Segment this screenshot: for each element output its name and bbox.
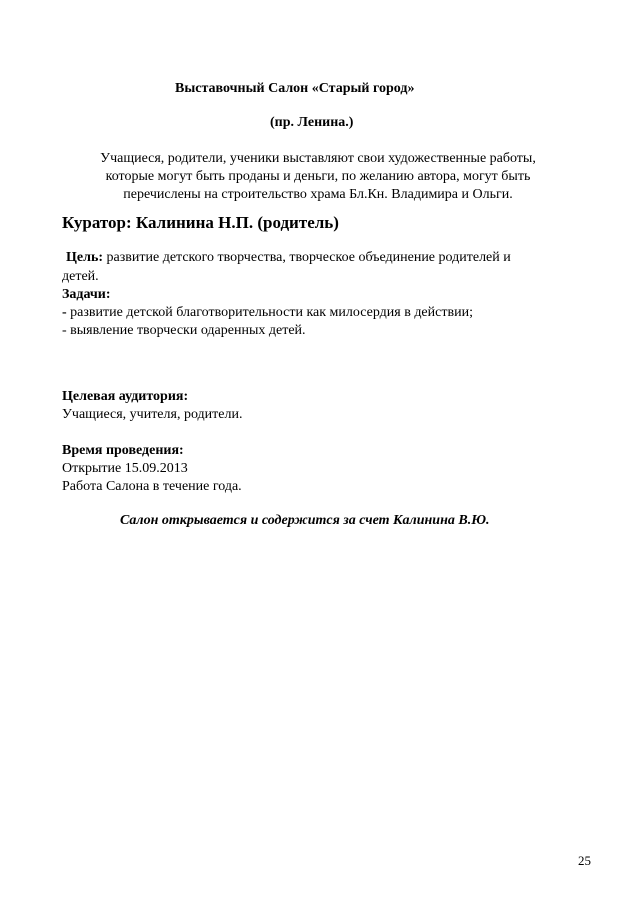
- task-dash: -: [62, 305, 67, 320]
- goal-line-2: детей.: [62, 269, 99, 284]
- schedule-duration: Работа Салона в течение года.: [62, 479, 242, 494]
- intro-line: перечислены на строительство храма Бл.Кн. Владимира и Ольги.: [123, 187, 513, 202]
- goal-text: развитие детского творчества, творческое объединение родителей и: [103, 250, 511, 265]
- goal-label: Цель:: [66, 250, 104, 265]
- curator-heading: Куратор: Калинина Н.П. (родитель): [62, 213, 339, 232]
- page-title: Выставочный Салон «Старый город»: [175, 81, 415, 96]
- intro-line: которые могут быть проданы и деньги, по желанию автора, могут быть: [105, 169, 531, 184]
- intro-line: Учащиеся, родители, ученики выставляют свои художественные работы,: [100, 151, 536, 166]
- task-item-1: [62, 304, 473, 321]
- address-subtitle: (пр. Ленина.): [270, 115, 354, 130]
- task-text: развитие детской благотворительности как милосердия в действии;: [66, 305, 473, 320]
- schedule-label: Время проведения:: [62, 443, 184, 458]
- tasks-label: Задачи:: [62, 287, 111, 302]
- closing-statement: Салон открывается и содержится за счет Калинина В.Ю.: [120, 513, 490, 528]
- task-item-2: - выявление творчески одаренных детей.: [62, 323, 306, 338]
- audience-label: Целевая аудитория:: [62, 389, 189, 404]
- intro-paragraph: [72, 150, 564, 204]
- goal-line-1: [62, 249, 511, 266]
- schedule-opening: Открытие 15.09.2013: [62, 461, 188, 476]
- page-number: 25: [578, 853, 591, 868]
- audience-text: Учащиеся, учителя, родители.: [62, 407, 243, 422]
